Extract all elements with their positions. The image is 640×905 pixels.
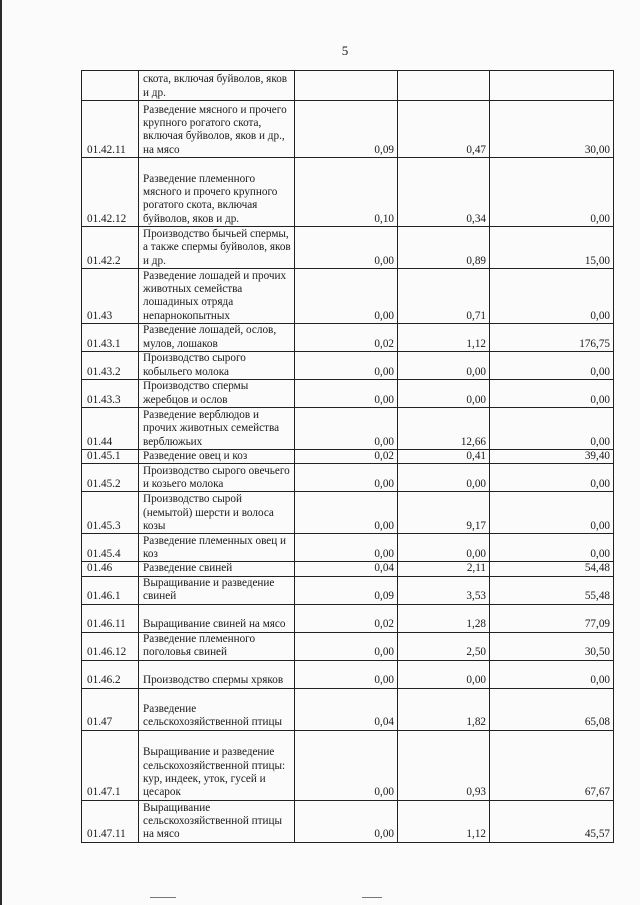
value-2-cell xyxy=(398,71,490,101)
table-row xyxy=(82,101,614,158)
value-2-cell: 3,53 xyxy=(398,576,490,604)
value-2-cell: 0,00 xyxy=(398,660,490,688)
table-row xyxy=(82,660,614,688)
okved-code-cell: 01.44 xyxy=(82,408,139,450)
value-2-cell: 1,12 xyxy=(398,800,490,842)
okved-code-cell: 01.42.12 xyxy=(82,158,139,227)
value-1-cell: 0,00 xyxy=(295,269,398,324)
value-2-cell: 0,47 xyxy=(398,101,490,158)
activity-name-cell: Выращивание и разведение сельскохозяйственной птицы: кур, индеек, уток, гусей и цесарок xyxy=(139,730,295,800)
table-row xyxy=(82,352,614,380)
value-1-cell: 0,02 xyxy=(295,324,398,352)
value-3-cell: 0,00 xyxy=(490,380,614,408)
value-1-cell: 0,00 xyxy=(295,352,398,380)
activity-table xyxy=(81,70,614,843)
value-3-cell: 45,57 xyxy=(490,800,614,842)
activity-name-cell: Выращивание свиней на мясо xyxy=(139,604,295,632)
activity-name-cell: Производство сырой (немытой) шерсти и волоса козы xyxy=(139,492,295,534)
value-2-cell: 0,00 xyxy=(398,352,490,380)
value-1-cell: 0,00 xyxy=(295,492,398,534)
okved-code-cell xyxy=(82,71,139,101)
value-3-cell: 15,00 xyxy=(490,227,614,269)
page-edge xyxy=(0,0,2,905)
okved-code-cell: 01.43.3 xyxy=(82,380,139,408)
okved-code-cell: 01.43 xyxy=(82,269,139,324)
okved-code-cell: 01.43.2 xyxy=(82,352,139,380)
value-3-cell: 0,00 xyxy=(490,464,614,492)
activity-name-cell: Производство бычьей спермы, а также спермы буйволов, яков и др. xyxy=(139,227,295,269)
value-2-cell: 1,28 xyxy=(398,604,490,632)
table-row xyxy=(82,71,614,101)
table-row xyxy=(82,269,614,324)
value-1-cell xyxy=(295,71,398,101)
activity-name-cell: Разведение овец и коз xyxy=(139,450,295,464)
value-2-cell: 0,89 xyxy=(398,227,490,269)
activity-name-cell: Разведение мясного и прочего крупного рогатого скота, включая буйволов, яков и др., на мясо xyxy=(139,101,295,158)
table-row xyxy=(82,464,614,492)
okved-code-cell: 01.47 xyxy=(82,688,139,730)
value-1-cell: 0,00 xyxy=(295,380,398,408)
table-row xyxy=(82,408,614,450)
value-2-cell: 9,17 xyxy=(398,492,490,534)
activity-name-cell: Производство спермы жеребцов и ослов xyxy=(139,380,295,408)
okved-code-cell: 01.46.11 xyxy=(82,604,139,632)
okved-code-cell: 01.47.11 xyxy=(82,800,139,842)
value-3-cell: 65,08 xyxy=(490,688,614,730)
value-3-cell: 0,00 xyxy=(490,534,614,562)
value-1-cell: 0,00 xyxy=(295,227,398,269)
value-2-cell: 0,34 xyxy=(398,158,490,227)
value-2-cell: 2,50 xyxy=(398,632,490,660)
table-row xyxy=(82,158,614,227)
okved-code-cell: 01.45.3 xyxy=(82,492,139,534)
table-row xyxy=(82,604,614,632)
activity-name-cell: Разведение свиней xyxy=(139,562,295,576)
value-2-cell: 1,12 xyxy=(398,324,490,352)
value-3-cell: 67,67 xyxy=(490,730,614,800)
table-row xyxy=(82,492,614,534)
value-2-cell: 0,71 xyxy=(398,269,490,324)
table-row xyxy=(82,632,614,660)
okved-code-cell: 01.45.2 xyxy=(82,464,139,492)
value-3-cell: 0,00 xyxy=(490,352,614,380)
table-row xyxy=(82,534,614,562)
value-1-cell: 0,02 xyxy=(295,450,398,464)
okved-code-cell: 01.46.12 xyxy=(82,632,139,660)
value-3-cell: 176,75 xyxy=(490,324,614,352)
activity-name-cell: Разведение племенных овец и коз xyxy=(139,534,295,562)
table-row xyxy=(82,450,614,464)
value-2-cell: 12,66 xyxy=(398,408,490,450)
value-3-cell: 0,00 xyxy=(490,269,614,324)
value-1-cell: 0,10 xyxy=(295,158,398,227)
okved-code-cell: 01.46.2 xyxy=(82,660,139,688)
value-1-cell: 0,09 xyxy=(295,576,398,604)
value-3-cell: 30,50 xyxy=(490,632,614,660)
okved-code-cell: 01.42.11 xyxy=(82,101,139,158)
value-2-cell: 1,82 xyxy=(398,688,490,730)
value-1-cell: 0,00 xyxy=(295,800,398,842)
activity-name-cell: Разведение племенного поголовья свиней xyxy=(139,632,295,660)
activity-name-cell: скота, включая буйволов, яков и др. xyxy=(139,71,295,101)
table-row xyxy=(82,380,614,408)
table-row xyxy=(82,800,614,842)
value-2-cell: 0,00 xyxy=(398,534,490,562)
value-2-cell: 0,41 xyxy=(398,450,490,464)
value-3-cell: 0,00 xyxy=(490,408,614,450)
value-1-cell: 0,00 xyxy=(295,660,398,688)
value-1-cell: 0,04 xyxy=(295,688,398,730)
value-3-cell: 0,00 xyxy=(490,660,614,688)
page-number: 5 xyxy=(341,43,349,58)
value-1-cell: 0,04 xyxy=(295,562,398,576)
value-1-cell: 0,00 xyxy=(295,464,398,492)
okved-code-cell: 01.45.1 xyxy=(82,450,139,464)
table-row xyxy=(82,730,614,800)
table-row xyxy=(82,562,614,576)
table-body xyxy=(82,71,614,843)
activity-name-cell: Разведение лошадей, ослов, мулов, лошаков xyxy=(139,324,295,352)
value-3-cell: 54,48 xyxy=(490,562,614,576)
value-2-cell: 0,00 xyxy=(398,380,490,408)
okved-code-cell: 01.43.1 xyxy=(82,324,139,352)
table-row xyxy=(82,576,614,604)
value-3-cell: 55,48 xyxy=(490,576,614,604)
value-1-cell: 0,00 xyxy=(295,632,398,660)
okved-code-cell: 01.42.2 xyxy=(82,227,139,269)
okved-code-cell: 01.46.1 xyxy=(82,576,139,604)
value-2-cell: 0,00 xyxy=(398,464,490,492)
activity-name-cell: Производство сырого кобыльего молока xyxy=(139,352,295,380)
activity-name-cell: Выращивание и разведение свиней xyxy=(139,576,295,604)
okved-code-cell: 01.46 xyxy=(82,562,139,576)
okved-code-cell: 01.47.1 xyxy=(82,730,139,800)
activity-name-cell: Разведение верблюдов и прочих животных семейства верблюжьих xyxy=(139,408,295,450)
value-1-cell: 0,00 xyxy=(295,408,398,450)
value-3-cell: 30,00 xyxy=(490,101,614,158)
value-3-cell: 77,09 xyxy=(490,604,614,632)
activity-name-cell: Разведение лошадей и прочих животных семейства лошадиных отряда непарнокопытных xyxy=(139,269,295,324)
value-1-cell: 0,09 xyxy=(295,101,398,158)
value-3-cell: 0,00 xyxy=(490,158,614,227)
value-1-cell: 0,00 xyxy=(295,730,398,800)
table-row xyxy=(82,227,614,269)
activity-name-cell: Производство спермы хряков xyxy=(139,660,295,688)
okved-code-cell: 01.45.4 xyxy=(82,534,139,562)
table-row xyxy=(82,688,614,730)
table-row xyxy=(82,324,614,352)
activity-name-cell: Выращивание сельскохозяйственной птицы на мясо xyxy=(139,800,295,842)
activity-name-cell: Производство сырого овечьего и козьего молока xyxy=(139,464,295,492)
value-2-cell: 0,93 xyxy=(398,730,490,800)
activity-name-cell: Разведение племенного мясного и прочего крупного рогатого скота, включая буйволов, яков и др. xyxy=(139,158,295,227)
value-3-cell: 0,00 xyxy=(490,492,614,534)
value-1-cell: 0,02 xyxy=(295,604,398,632)
value-2-cell: 2,11 xyxy=(398,562,490,576)
value-1-cell: 0,00 xyxy=(295,534,398,562)
value-3-cell: 39,40 xyxy=(490,450,614,464)
bottom-scan-marks xyxy=(0,897,640,899)
value-3-cell xyxy=(490,71,614,101)
activity-name-cell: Разведение сельскохозяйственной птицы xyxy=(139,688,295,730)
